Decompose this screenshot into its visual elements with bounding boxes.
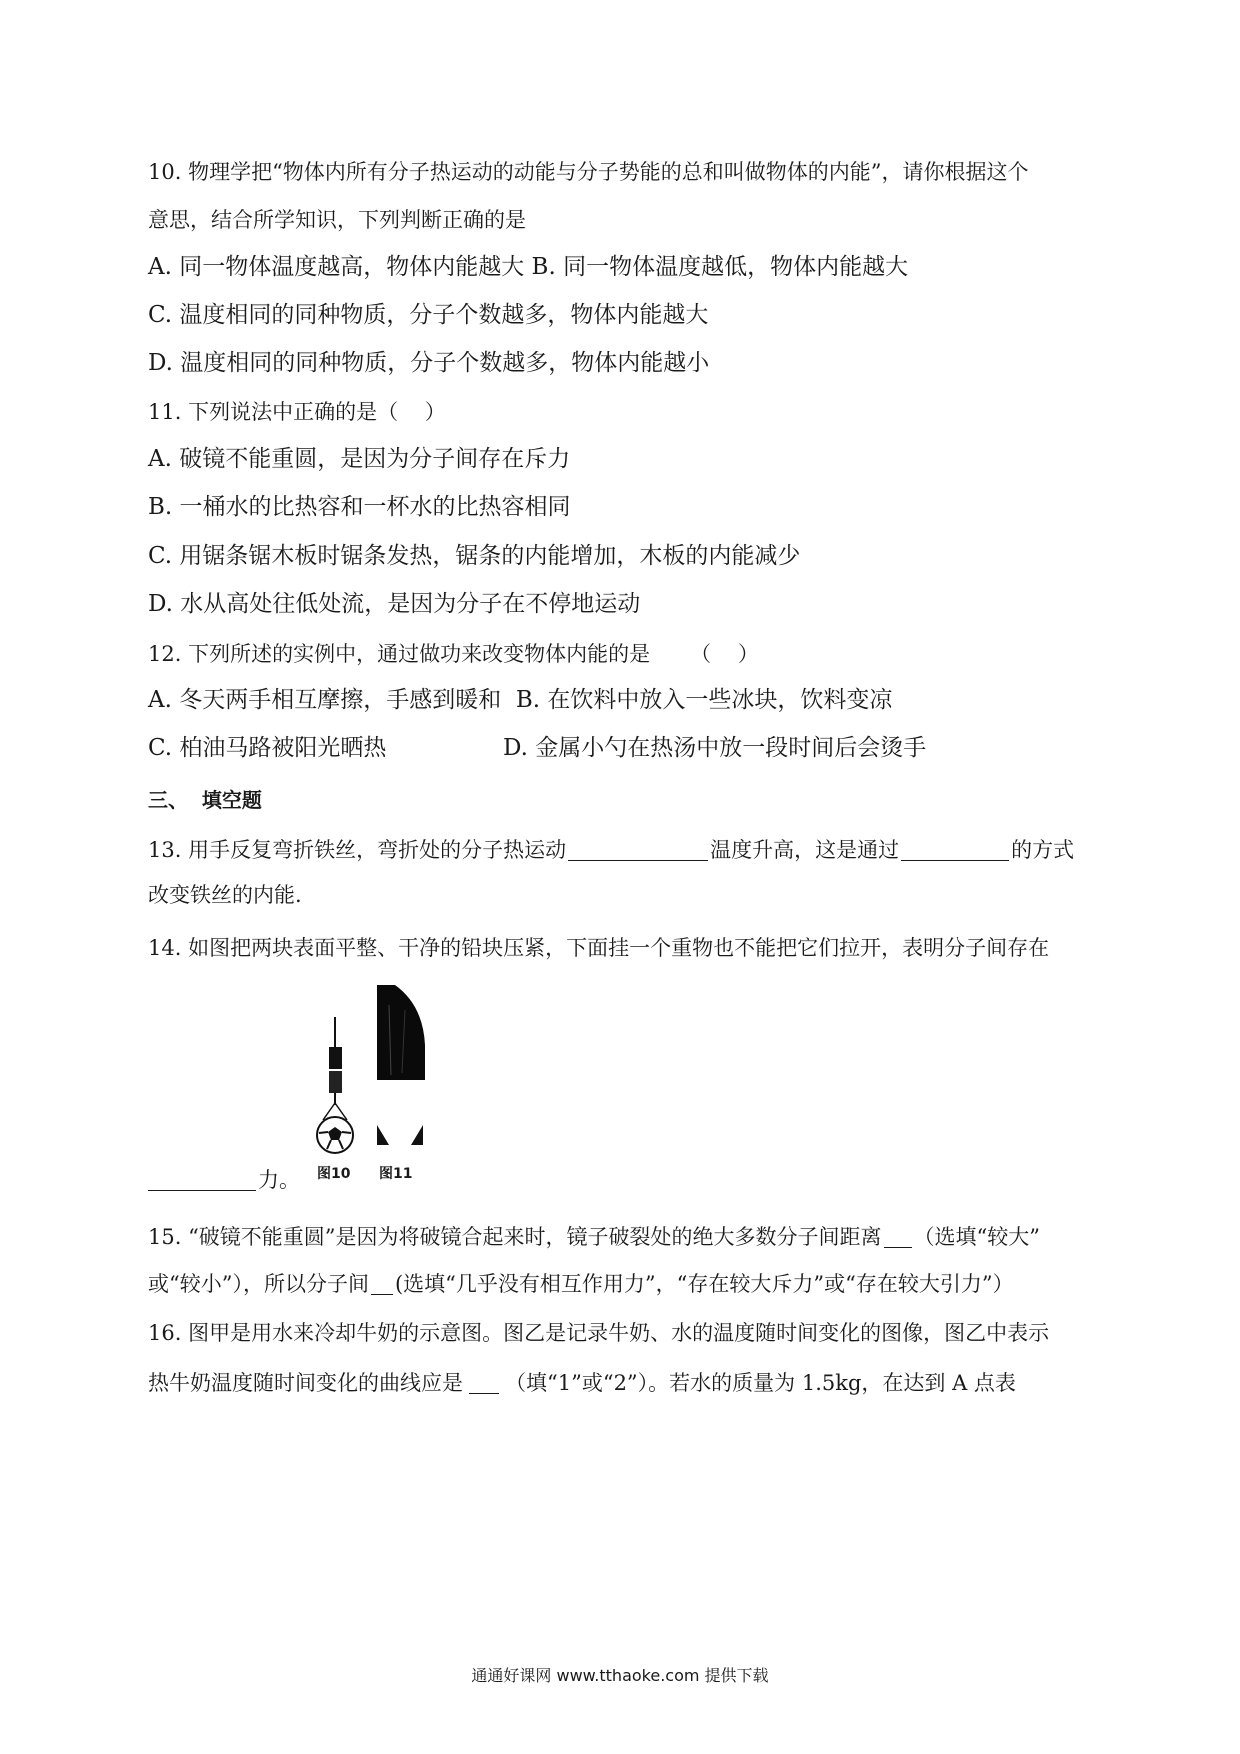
- q14-blank: [148, 1168, 256, 1191]
- q11-option-b: B. 一桶水的比热容和一杯水的比热容相同: [148, 494, 571, 520]
- q15-blank-1: [884, 1225, 912, 1248]
- q13-text-1: 13. 用手反复弯折铁丝，弯折处的分子热运动: [148, 838, 567, 862]
- q11-stem: 11. 下列说法中正确的是（ ）: [148, 400, 446, 424]
- q15-text-3: 或“较小”），所以分子间: [148, 1272, 369, 1296]
- q11-option-a: A. 破镜不能重圆，是因为分子间存在斥力: [148, 446, 571, 472]
- figure-label-right: 图11: [379, 1166, 413, 1182]
- q13-line1: [148, 838, 1074, 861]
- q16-text-1: 热牛奶温度随时间变化的曲线应是: [148, 1371, 463, 1395]
- q16-line1: 16. 图甲是用水来冷却牛奶的示意图。图乙是记录牛奶、水的温度随时间变化的图像，图乙中表示: [148, 1321, 1050, 1345]
- lead-blocks-illustration: [305, 985, 435, 1185]
- q10-option-d: D. 温度相同的同种物质，分子个数越多，物体内能越小: [148, 350, 710, 376]
- q12-option-d: D. 金属小勺在热汤中放一段时间后会烫手: [503, 735, 927, 761]
- q15-line1: [148, 1225, 1040, 1248]
- q13-text-3: 的方式: [1011, 838, 1075, 862]
- q16-blank: [469, 1371, 499, 1394]
- q15-line2: [148, 1272, 1014, 1295]
- q12-stem: 12. 下列所述的实例中，通过做功来改变物体内能的是 （ ）: [148, 642, 759, 666]
- q14-line1: 14. 如图把两块表面平整、干净的铅块压紧，下面挂一个重物也不能把它们拉开，表明分子间存在: [148, 936, 1050, 960]
- q14-answer-line: [148, 1168, 300, 1191]
- q10-options-ab: A. 同一物体温度越高，物体内能越大 B. 同一物体温度越低，物体内能越大: [148, 254, 909, 280]
- q13-text-2: 温度升高，这是通过: [710, 838, 900, 862]
- q14-after-blank: 力。: [258, 1168, 300, 1192]
- q15-text-2: （选填“较大”: [913, 1225, 1041, 1249]
- section-heading: 三、 填空题: [148, 788, 262, 812]
- q10-stem-line2: 意思，结合所学知识，下列判断正确的是: [148, 208, 526, 232]
- q15-text-1: 15. “破镜不能重圆”是因为将破镜合起来时，镜子破裂处的绝大多数分子间距离: [148, 1225, 882, 1249]
- q12-option-c: C. 柏油马路被阳光晒热: [148, 735, 387, 761]
- q13-blank-1: [568, 838, 708, 861]
- figure-label-left: 图10: [317, 1166, 351, 1182]
- q16-text-2: （填“1”或“2”）。若水的质量为 1.5kg，在达到 A 点表: [505, 1371, 1016, 1395]
- lead-blocks-figure: [305, 985, 435, 1185]
- q11-option-c: C. 用锯条锯木板时锯条发热，锯条的内能增加，木板的内能减少: [148, 543, 801, 569]
- q15-blank-2: [371, 1272, 393, 1295]
- q13-blank-2: [901, 838, 1009, 861]
- page-footer: 通通好课网 www.tthaoke.com 提供下载: [471, 1666, 769, 1685]
- q11-option-d: D. 水从高处往低处流，是因为分子在不停地运动: [148, 591, 641, 617]
- q16-line2: [148, 1371, 1016, 1394]
- q10-stem-line1: 10. 物理学把“物体内所有分子热运动的动能与分子势能的总和叫做物体的内能”，请你根据这个: [148, 160, 1029, 184]
- q13-line2: 改变铁丝的内能.: [148, 883, 302, 907]
- q15-text-4: (选填“几乎没有相互作用力”，“存在较大斥力”或“存在较大引力”）: [394, 1272, 1014, 1296]
- q12-options-ab: A. 冬天两手相互摩擦，手感到暖和 B. 在饮料中放入一些冰块，饮料变凉: [148, 687, 893, 713]
- q10-option-c: C. 温度相同的同种物质，分子个数越多，物体内能越大: [148, 302, 709, 328]
